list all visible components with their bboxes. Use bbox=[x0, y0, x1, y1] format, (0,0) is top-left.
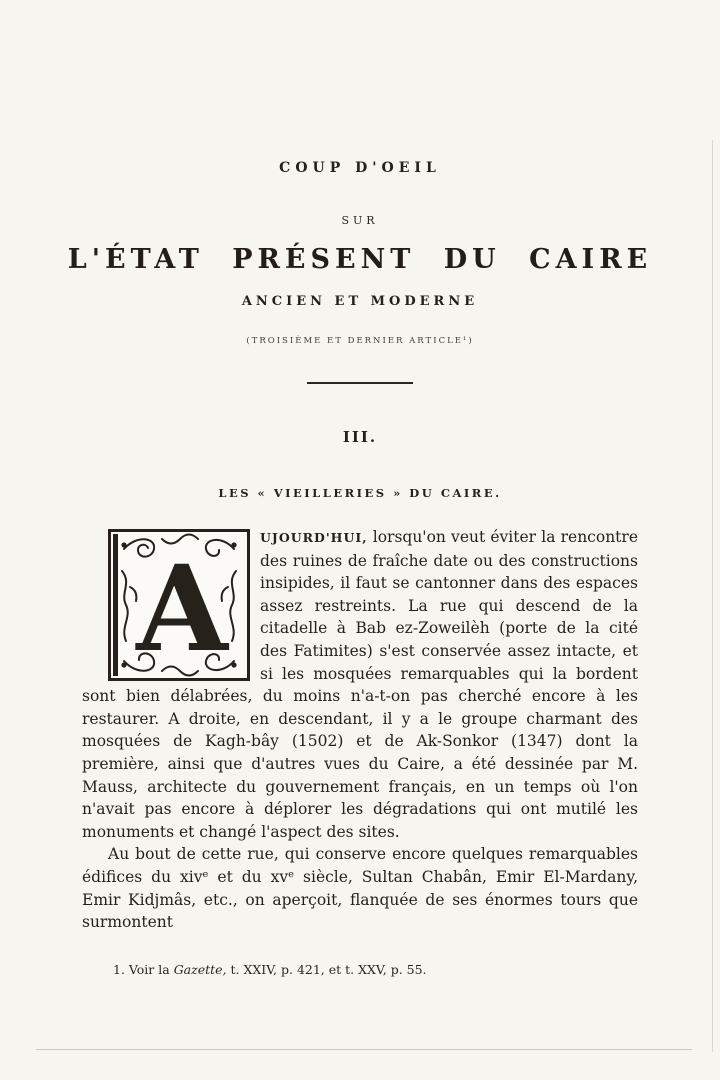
paragraph-lead-word: UJOURD'HUI, bbox=[260, 530, 368, 545]
horizontal-rule bbox=[307, 382, 413, 384]
footnote bbox=[82, 962, 638, 977]
page-title: L'ÉTAT PRÉSENT DU CAIRE bbox=[67, 244, 653, 275]
section-heading: LES « VIEILLERIES » DU CAIRE. bbox=[218, 486, 502, 500]
page-subtitle: ANCIEN ET MODERNE bbox=[241, 294, 479, 309]
ornate-initial-image bbox=[108, 529, 250, 681]
footnote-suffix: t. XXIV, p. 421, et t. XXV, p. 55. bbox=[226, 961, 427, 977]
footnote-journal-name: Gazette, bbox=[173, 961, 227, 977]
scan-edge-line-bottom bbox=[36, 1049, 692, 1050]
page-kicker: COUP D'OEIL bbox=[279, 160, 441, 176]
dropcap-letter: A bbox=[136, 539, 228, 678]
scan-edge-line-right bbox=[712, 140, 713, 1052]
paragraph-1 bbox=[82, 526, 638, 843]
title-connector: SUR bbox=[341, 214, 379, 227]
body-text bbox=[82, 526, 638, 934]
woodcut-initial-A bbox=[108, 529, 250, 681]
section-number: III. bbox=[342, 428, 378, 446]
paragraph-1-text: lorsqu'on veut éviter la rencontre des ruines de fraîche date ou des constructions insipides, il faut se cantonner dans des espaces assez restreints. La rue qui descend de la citadelle à Bab ez-Zoweilèh (porte de la cité des Fatimites) s'est conservée assez intacte, et si les mosquées remarquables qui la bordent sont bien délabrées, du moins n'a-t-on pas cherché encore à les restaurer. A droite, en descendant, il y a le groupe charmant des mosquées de Kagh-bây (1502) et de Ak-Sonkor (1347) dont la première, ainsi que d'autres vues du Caire, a été dessinée par M. Mauss, architecte du gouvernement français, en un temps où l'on n'avait pas encore à déplorer les dégradations qui ont mutilé les monuments et changé l'aspect des sites. bbox=[82, 528, 638, 841]
paragraph-2: Au bout de cette rue, qui conserve encore quelques remarquables édifices du xivᵉ et du xvᵉ siècle, Sultan Chabân, Emir El-Mardany, Emir Kidjmâs, etc., on aperçoit, flanquée de ses énormes tours que surmontent bbox=[82, 845, 638, 932]
footnote-prefix: 1. Voir la bbox=[113, 961, 174, 977]
series-note: (TROISIÈME ET DERNIER ARTICLE¹) bbox=[246, 336, 474, 346]
